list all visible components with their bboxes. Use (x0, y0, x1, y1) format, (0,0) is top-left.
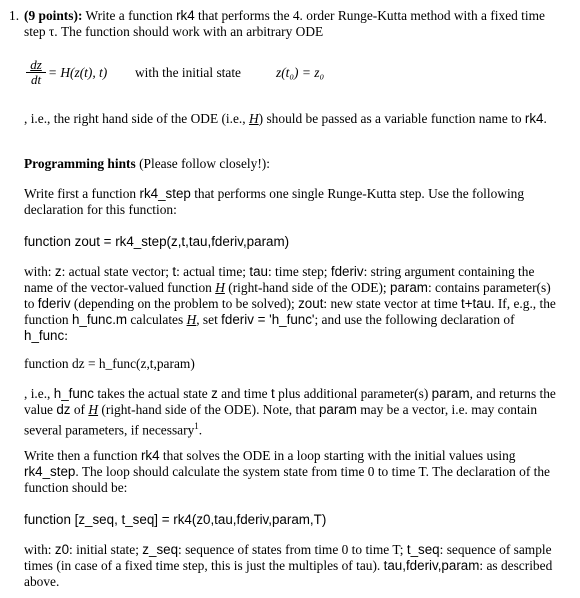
ode-rhs: = H(z(t), t) (48, 65, 108, 80)
hints-heading: Programming hints (Please follow closely!): (24, 156, 270, 171)
problem-points: (9 points): (24, 8, 83, 23)
paragraph-with-2: with: z0: initial state; z_seq: sequence of states from time 0 to time T; t_seq: sequence of sample times (in case of a fixed time step, this is just the multiples of tau). tau,fderiv,param: as described above. (24, 542, 553, 589)
initial-condition: z(t₀) = z₀ (276, 65, 325, 80)
paragraph-ie: , i.e., the right hand side of the ODE (i.e., H) should be passed as a variable function name to rk4. (24, 111, 547, 126)
declaration-rk4-step: function zout = rk4_step(z,t,tau,fderiv,param) (24, 234, 290, 249)
declaration-h-func: function dz = h_func(z,t,param) (24, 356, 195, 371)
paragraph-with-1: with: z: actual state vector; t: actual time; tau: time step; fderiv: string argument containing the name of the vector-valued function H (right-hand side of the ODE); param: contains parameter(s) to fderiv (depending on the problem to be solved); zout: new state vector at time t+tau. If, e.g., the function h_func.m calculates H, set fderiv = 'h_func'; and use the following declaration of h_func: (24, 264, 556, 343)
paragraph-then: Write then a function rk4 that solves the ODE in a loop starting with the initial values using rk4_step. The loop should calculate the system state from time 0 to time T. The declaration of the function should be: (24, 448, 550, 495)
paragraph-ie-2: , i.e., h_func takes the actual state z and time t plus additional parameter(s) param, and returns the value dz of H (right-hand side of the ODE). Note, that param may be a vector, i.e. may contain several parameters, if necessary$^1$. (24, 386, 556, 438)
derivative-fraction: $\frac{dz}{dt}$ (26, 58, 46, 87)
footnote-marker: 1 (194, 421, 199, 431)
problem-number: 1. (9, 8, 20, 23)
initial-condition-label: with the initial state (135, 65, 241, 80)
declaration-rk4: function [z_seq, t_seq] = rk4(z0,tau,fderiv,param,T) (24, 512, 327, 527)
paragraph-step: Write first a function rk4_step that performs one single Runge-Kutta step. Use the following declaration for this function: (24, 186, 525, 217)
fn-rk4: rk4 (176, 8, 195, 23)
problem-statement: (9 points): Write a function rk4 that performs the 4. order Runge-Kutta method with a fixed time step τ. The function should work with an arbitrary ODE (24, 8, 545, 39)
